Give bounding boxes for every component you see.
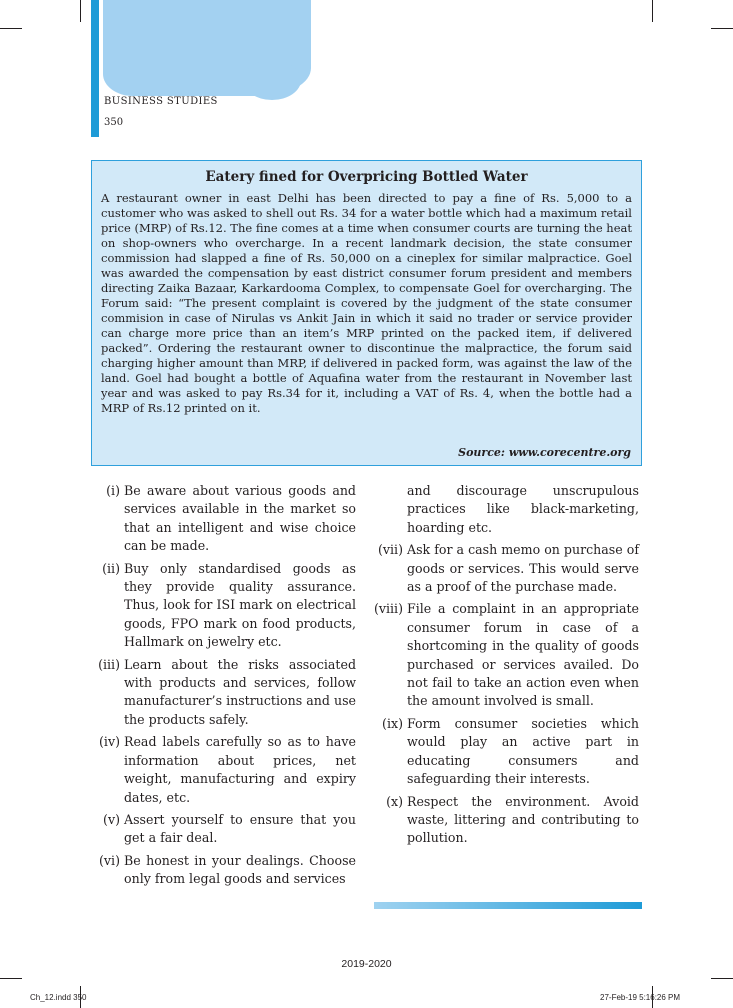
list-item [90, 482, 356, 556]
list-item-text: Be aware about various goods and services available in the market so that an intelligent and wise choice can be made. [124, 483, 356, 554]
list-item-number: (v) [103, 811, 120, 827]
list-item [90, 560, 356, 652]
list-item-number: (ii) [102, 560, 120, 576]
running-head: BUSINESS STUDIES [104, 96, 218, 107]
list-item-text: Read labels carefully so as to have information about prices, net weight, manufacturing and expiry dates, etc. [124, 734, 356, 805]
print-slug-timestamp: 27-Feb-19 5:16:26 PM [600, 993, 681, 1002]
list-item-number: (iii) [98, 656, 120, 672]
list-item [90, 852, 356, 889]
list-item [90, 811, 356, 848]
list-item-number: (vi) [99, 852, 120, 868]
list-item-text: Respect the environment. Avoid waste, littering and contributing to pollution. [407, 793, 639, 846]
list-item-text: Learn about the risks associated with products and services, follow manufacturer’s instructions and use the products safely. [124, 656, 356, 727]
list-item-text: Assert yourself to ensure that you get a fair deal. [124, 811, 356, 846]
list-item-number: (ix) [382, 715, 403, 731]
footer-year: 2019-2020 [341, 958, 392, 970]
list-item-number: (viii) [373, 601, 403, 617]
case-study-box [91, 160, 642, 466]
list-item-text: Buy only standardised goods as they provide quality assurance. Thus, look for ISI mark on electrical goods, FPO mark on food products, Hallmark on jewelry etc. [124, 560, 356, 650]
crop-mark [0, 28, 22, 29]
list-item [373, 715, 639, 789]
list-item [90, 656, 356, 730]
case-study-title: Eatery fined for Overpricing Bottled Water [205, 169, 528, 185]
header-cloud-decoration [103, 0, 311, 96]
list-item-number: (iv) [99, 734, 120, 750]
list-item [373, 600, 639, 710]
crop-mark [711, 978, 733, 979]
list-item-number: (x) [386, 793, 403, 809]
header-accent-bar [91, 0, 99, 137]
list-item [90, 733, 356, 807]
list-item-text: Be honest in your dealings. Choose only from legal goods and services [124, 852, 356, 887]
print-slug-file: Ch_12.indd 350 [30, 993, 87, 1002]
list-item [373, 793, 639, 848]
crop-mark [711, 28, 733, 29]
right-column [373, 482, 639, 852]
list-item-continuation: and discourage unscrupulous practices like black-marketing, hoarding etc. [407, 483, 639, 535]
case-study-source: Source: www.corecentre.org [458, 446, 631, 459]
crop-mark [652, 0, 653, 22]
crop-mark [0, 978, 22, 979]
bottom-accent-rule [374, 902, 642, 909]
list-item-text: Ask for a cash memo on purchase of goods or services. This would serve as a proof of the purchase made. [407, 542, 639, 595]
list-item-number: (vii) [378, 542, 403, 558]
list-item [373, 541, 639, 596]
page-number: 350 [104, 117, 124, 128]
list-item-number: (i) [106, 483, 120, 498]
case-study-body: A restaurant owner in east Delhi has been directed to pay a fine of Rs. 5,000 to a customer who was asked to shell out Rs. 34 for a water bottle which had a maximum retail price (MRP) of Rs.12. The fine comes at a time when consumer courts are turning the heat on shop-owners who overcharge. In a recent landmark decision, the state consumer commission had slapped a fine of Rs. 50,000 on a cineplex for similar malpractice. Goel was awarded the compensation by east district consumer forum president and members directing Zaika Bazaar, Karkardooma Complex, to compensate Goel for overcharging. The Forum said: “The present complaint is covered by the judgment of the state consumer commision in case of Nirulas vs Ankit Jain in which it said no trader or service provider can charge more price than an item’s MRP printed on the packed item, if delivered packed”. Ordering the restaurant owner to discontinue the malpractice, the forum said charging higher amount than MRP, if delivered in packed form, was against the law of the land. Goel had bought a bottle of Aquafina water from the restaurant in November last year and was asked to pay Rs.34 for it, including a VAT of Rs. 4, when the bottle had a MRP of Rs.12 printed on it. [101, 191, 632, 415]
crop-mark [80, 0, 81, 22]
left-column [90, 482, 356, 893]
list-item-text: File a complaint in an appropriate consumer forum in case of a shortcoming in the quality of goods purchased or services availed. Do not fail to take an action even when the amount involved is small. [407, 601, 639, 709]
list-item-text: Form consumer societies which would play an active part in educating consumers and safeguarding their interests. [407, 715, 639, 787]
